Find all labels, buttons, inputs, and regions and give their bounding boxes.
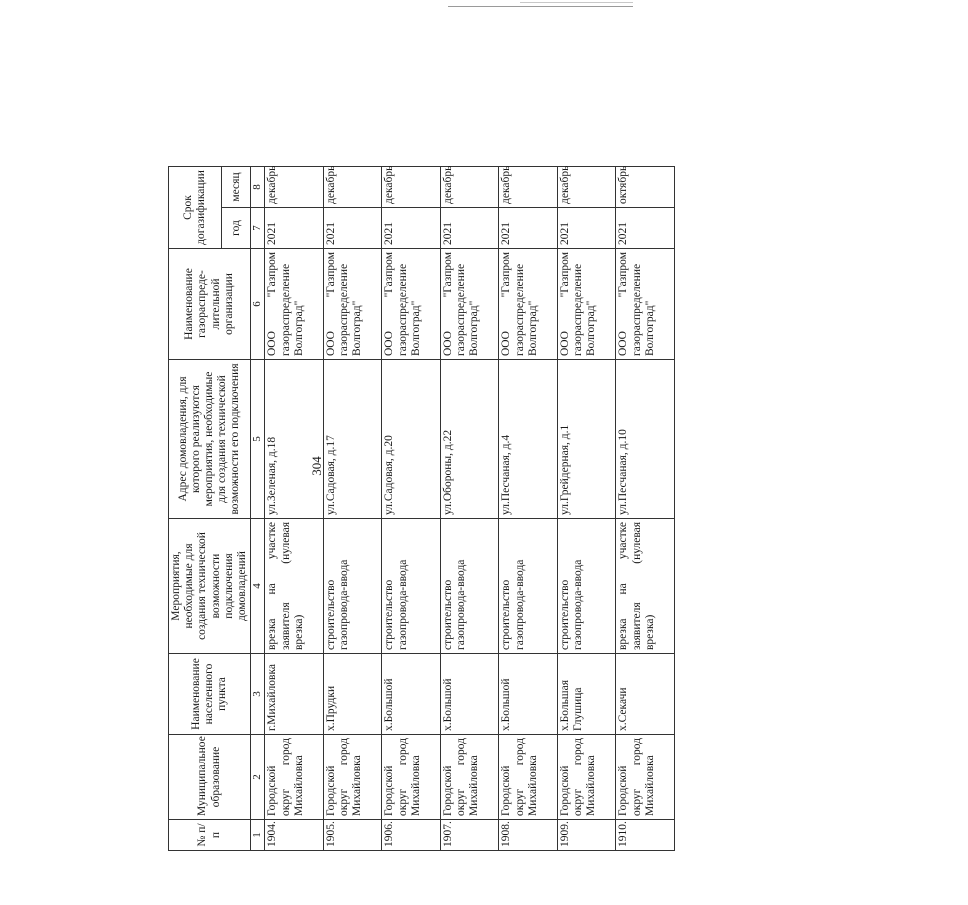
month-cell: декабрь [382, 167, 441, 208]
organization-cell: ООО "Газпром газораспределение Волгоград" [323, 249, 382, 360]
organization-cell: ООО "Газпром газораспределение Волгоград" [616, 249, 675, 360]
column-number: 2 [251, 735, 265, 820]
measure-cell: врезка на участке заявителя (нулевая врезка) [616, 519, 675, 654]
settlement-cell: х.Большой [499, 654, 558, 735]
column-number: 4 [251, 519, 265, 654]
table-row [323, 167, 382, 851]
settlement-cell: х.Секачи [616, 654, 675, 735]
year-cell: 2021 [499, 208, 558, 249]
municipality-cell: Городской округ город Михайловка [557, 735, 616, 820]
month-cell: декабрь [557, 167, 616, 208]
table-row [265, 167, 324, 851]
header-row [169, 167, 222, 851]
organization-cell: ООО "Газпром газораспределение Волгоград" [440, 249, 499, 360]
address-cell: ул.Зеленая, д.18 [265, 360, 324, 519]
measure-cell: строительство газопровода-ввода [440, 519, 499, 654]
row-number: 1908. [499, 820, 558, 851]
row-number: 1907. [440, 820, 499, 851]
municipality-cell: Городской округ город Михайловка [265, 735, 324, 820]
year-cell: 2021 [323, 208, 382, 249]
header-number: № п/п [169, 820, 251, 851]
gasification-table [168, 166, 675, 851]
month-cell: декабрь [323, 167, 382, 208]
measure-cell: строительство газопровода-ввода [499, 519, 558, 654]
organization-cell: ООО "Газпром газораспределение Волгоград" [265, 249, 324, 360]
column-number: 1 [251, 820, 265, 851]
organization-cell: ООО "Газпром газораспределение Волгоград" [499, 249, 558, 360]
settlement-cell: х.Прудки [323, 654, 382, 735]
municipality-cell: Городской округ город Михайловка [499, 735, 558, 820]
header-settlement: Наименование населенного пункта [169, 654, 251, 735]
row-number: 1904. [265, 820, 324, 851]
month-cell: декабрь [265, 167, 324, 208]
month-cell: декабрь [499, 167, 558, 208]
measure-cell: врезка на участке заявителя (нулевая врезка) [265, 519, 324, 654]
header-measures: Мероприятия, необходимые для создания технической возможности подключения домовладений [169, 519, 251, 654]
municipality-cell: Городской округ город Михайловка [382, 735, 441, 820]
rotated-page [168, 166, 968, 851]
header-municipality: Муниципальное образование [169, 735, 251, 820]
municipality-cell: Городской округ город Михайловка [440, 735, 499, 820]
column-number: 7 [251, 208, 265, 249]
header-year: год [222, 208, 251, 249]
month-cell: декабрь [440, 167, 499, 208]
address-cell: ул.Песчаная, д.4 [499, 360, 558, 519]
column-number: 6 [251, 249, 265, 360]
settlement-cell: х.Большой [440, 654, 499, 735]
municipality-cell: Городской округ город Михайловка [616, 735, 675, 820]
table-row [440, 167, 499, 851]
year-cell: 2021 [382, 208, 441, 249]
column-number-row [251, 167, 265, 851]
column-number: 5 [251, 360, 265, 519]
year-cell: 2021 [557, 208, 616, 249]
table-row [382, 167, 441, 851]
row-number: 1906. [382, 820, 441, 851]
header-organization: Наименование газораспреде- лительной организации [169, 249, 251, 360]
year-cell: 2021 [440, 208, 499, 249]
table-row [557, 167, 616, 851]
settlement-cell: х.Большая Глушица [557, 654, 616, 735]
row-number: 1905. [323, 820, 382, 851]
header-address: Адрес домовладения, для которого реализуются мероприятия, необходимые для создания технической возможности его подключения [169, 360, 251, 519]
row-number: 1909. [557, 820, 616, 851]
top-rule [448, 6, 633, 7]
row-number: 1910. [616, 820, 675, 851]
year-cell: 2021 [265, 208, 324, 249]
measure-cell: строительство газопровода-ввода [382, 519, 441, 654]
top-rule-short [520, 2, 633, 3]
header-month: месяц [222, 167, 251, 208]
address-cell: ул.Садовая, д.17 [323, 360, 382, 519]
table-row [499, 167, 558, 851]
measure-cell: строительство газопровода-ввода [323, 519, 382, 654]
settlement-cell: х.Большой [382, 654, 441, 735]
address-cell: ул.Обороны, д.22 [440, 360, 499, 519]
column-number: 8 [251, 167, 265, 208]
year-cell: 2021 [616, 208, 675, 249]
column-number: 3 [251, 654, 265, 735]
settlement-cell: г.Михайловка [265, 654, 324, 735]
organization-cell: ООО "Газпром газораспределение Волгоград" [557, 249, 616, 360]
address-cell: ул.Песчаная, д.10 [616, 360, 675, 519]
municipality-cell: Городской округ город Михайловка [323, 735, 382, 820]
table-row [616, 167, 675, 851]
address-cell: ул.Садовая, д.20 [382, 360, 441, 519]
month-cell: октябрь [616, 167, 675, 208]
organization-cell: ООО "Газпром газораспределение Волгоград" [382, 249, 441, 360]
page-number: 304 [309, 456, 324, 476]
header-deadline: Срок догазификации [169, 167, 222, 249]
address-cell: ул.Грейдерная, д.1 [557, 360, 616, 519]
measure-cell: строительство газопровода-ввода [557, 519, 616, 654]
